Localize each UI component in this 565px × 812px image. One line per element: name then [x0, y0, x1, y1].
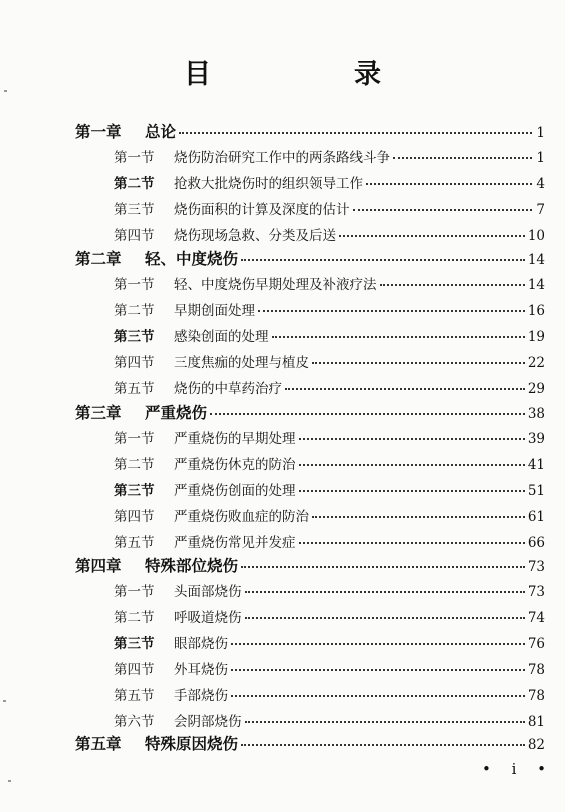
- section-number: 第三节: [114, 483, 155, 499]
- section-number: 第一节: [114, 150, 155, 166]
- section-number: 第四节: [114, 355, 155, 371]
- page-ref: 82: [527, 737, 545, 753]
- section-entry[interactable]: [114, 224, 545, 244]
- chapter-entry[interactable]: [75, 554, 545, 576]
- section-entry[interactable]: [114, 684, 545, 704]
- section-number: 第四节: [114, 509, 155, 525]
- section-title: 抢救大批烧伤时的组织领导工作: [174, 176, 363, 192]
- section-number: 第一节: [114, 277, 155, 293]
- dot-leader: [285, 388, 525, 390]
- chapter-number: 第三章: [75, 404, 122, 422]
- dot-leader: [179, 132, 532, 134]
- dot-leader: [231, 643, 525, 645]
- page-ref: 16: [527, 303, 545, 319]
- section-entry[interactable]: [114, 710, 545, 730]
- dot-leader: [299, 542, 525, 544]
- section-entry[interactable]: [114, 531, 545, 551]
- page-ref: 1: [536, 150, 545, 166]
- section-entry[interactable]: [114, 351, 545, 371]
- page-ref: 73: [527, 559, 545, 575]
- dot-leader: [241, 566, 525, 568]
- section-number: 第二节: [114, 457, 155, 473]
- dot-leader: [245, 617, 525, 619]
- section-entry[interactable]: [114, 658, 545, 678]
- section-number: 第二节: [114, 303, 155, 319]
- dot-leader: [231, 669, 525, 671]
- section-number: 第五节: [114, 381, 155, 397]
- section-title: 烧伤面积的计算及深度的估计: [174, 202, 350, 218]
- scan-speck: [3, 700, 6, 702]
- dot-leader: [245, 721, 525, 723]
- section-entry[interactable]: [114, 146, 545, 166]
- dot-leader: [258, 310, 525, 312]
- page-title: 目 录: [184, 59, 439, 90]
- section-title: 严重烧伤败血症的防治: [174, 509, 309, 525]
- page-number-footer: • i •: [482, 760, 555, 778]
- dot-leader: [272, 336, 525, 338]
- chapter-number: 第二章: [75, 250, 122, 268]
- section-number: 第四节: [114, 662, 155, 678]
- section-number: 第三节: [114, 636, 155, 652]
- section-entry[interactable]: [114, 299, 545, 319]
- section-number: 第一节: [114, 431, 155, 447]
- page-ref: 73: [527, 584, 545, 600]
- page-ref: 14: [527, 277, 545, 293]
- section-title: 烧伤防治研究工作中的两条路线斗争: [174, 150, 390, 166]
- section-title: 严重烧伤的早期处理: [174, 431, 296, 447]
- section-title: 外耳烧伤: [174, 662, 228, 678]
- section-number: 第六节: [114, 714, 155, 730]
- section-number: 第四节: [114, 228, 155, 244]
- section-title: 早期创面处理: [174, 303, 255, 319]
- section-number: 第一节: [114, 584, 155, 600]
- section-title: 严重烧伤休克的防治: [174, 457, 296, 473]
- page-ref: 51: [527, 483, 545, 499]
- dot-leader: [231, 695, 525, 697]
- section-entry[interactable]: [114, 505, 545, 525]
- section-title: 烧伤的中草药治疗: [174, 381, 282, 397]
- scan-speck: [4, 90, 7, 92]
- page-ref: 19: [527, 329, 545, 345]
- section-entry[interactable]: [114, 325, 545, 345]
- section-entry[interactable]: [114, 606, 545, 626]
- page-ref: 66: [527, 535, 545, 551]
- page-ref: 4: [536, 176, 545, 192]
- section-entry[interactable]: [114, 632, 545, 652]
- dot-leader: [393, 157, 532, 159]
- chapter-number: 第五章: [75, 735, 122, 753]
- page-ref: 39: [527, 431, 545, 447]
- chapter-title: 轻、中度烧伤: [145, 250, 239, 268]
- dot-leader: [353, 209, 533, 211]
- page-ref: 29: [527, 381, 545, 397]
- dot-leader: [312, 516, 525, 518]
- chapter-title: 总论: [145, 123, 177, 141]
- chapter-number: 第四章: [75, 557, 122, 575]
- section-title: 感染创面的处理: [174, 329, 269, 345]
- section-title: 严重烧伤常见并发症: [174, 535, 296, 551]
- dot-leader: [299, 438, 525, 440]
- page-ref: 78: [527, 662, 545, 678]
- dot-leader: [366, 183, 532, 185]
- section-entry[interactable]: [114, 377, 545, 397]
- section-number: 第五节: [114, 688, 155, 704]
- section-entry[interactable]: [114, 479, 545, 499]
- page-ref: 74: [527, 610, 545, 626]
- page-ref: 22: [527, 355, 545, 371]
- page-ref: 81: [527, 714, 545, 730]
- section-entry[interactable]: [114, 273, 545, 293]
- page-ref: 38: [527, 406, 545, 422]
- page-ref: 10: [527, 228, 545, 244]
- section-number: 第二节: [114, 176, 155, 192]
- page-ref: 1: [536, 125, 545, 141]
- section-title: 头面部烧伤: [174, 584, 242, 600]
- section-entry[interactable]: [114, 172, 545, 192]
- chapter-number: 第一章: [75, 123, 122, 141]
- chapter-entry[interactable]: [75, 120, 545, 142]
- page-ref: 7: [536, 202, 545, 218]
- dot-leader: [299, 490, 525, 492]
- dot-leader: [312, 362, 525, 364]
- section-title: 严重烧伤创面的处理: [174, 483, 296, 499]
- section-number: 第五节: [114, 535, 155, 551]
- page-ref: 61: [527, 509, 545, 525]
- dot-leader: [210, 413, 525, 415]
- page-ref: 76: [527, 636, 545, 652]
- dot-leader: [245, 591, 525, 593]
- section-number: 第二节: [114, 610, 155, 626]
- dot-leader: [380, 284, 525, 286]
- chapter-title: 特殊部位烧伤: [145, 557, 239, 575]
- section-title: 眼部烧伤: [174, 636, 228, 652]
- page-ref: 14: [527, 252, 545, 268]
- section-title: 会阴部烧伤: [174, 714, 242, 730]
- section-entry[interactable]: [114, 198, 545, 218]
- section-entry[interactable]: [114, 427, 545, 447]
- chapter-entry[interactable]: [75, 401, 545, 423]
- section-title: 三度焦痂的处理与植皮: [174, 355, 309, 371]
- page-ref: 78: [527, 688, 545, 704]
- chapter-title: 严重烧伤: [145, 404, 208, 422]
- scan-speck: [8, 780, 11, 782]
- section-entry[interactable]: [114, 453, 545, 473]
- dot-leader: [241, 259, 525, 261]
- page-ref: 41: [527, 457, 545, 473]
- section-number: 第三节: [114, 329, 155, 345]
- dot-leader: [241, 744, 525, 746]
- section-title: 手部烧伤: [174, 688, 228, 704]
- chapter-title: 特殊原因烧伤: [145, 735, 239, 753]
- section-title: 呼吸道烧伤: [174, 610, 242, 626]
- chapter-entry[interactable]: [75, 732, 545, 754]
- section-title: 烧伤现场急救、分类及后送: [174, 228, 336, 244]
- section-entry[interactable]: [114, 580, 545, 600]
- section-number: 第三节: [114, 202, 155, 218]
- section-title: 轻、中度烧伤早期处理及补液疗法: [174, 277, 377, 293]
- dot-leader: [299, 464, 525, 466]
- chapter-entry[interactable]: [75, 247, 545, 269]
- dot-leader: [339, 235, 525, 237]
